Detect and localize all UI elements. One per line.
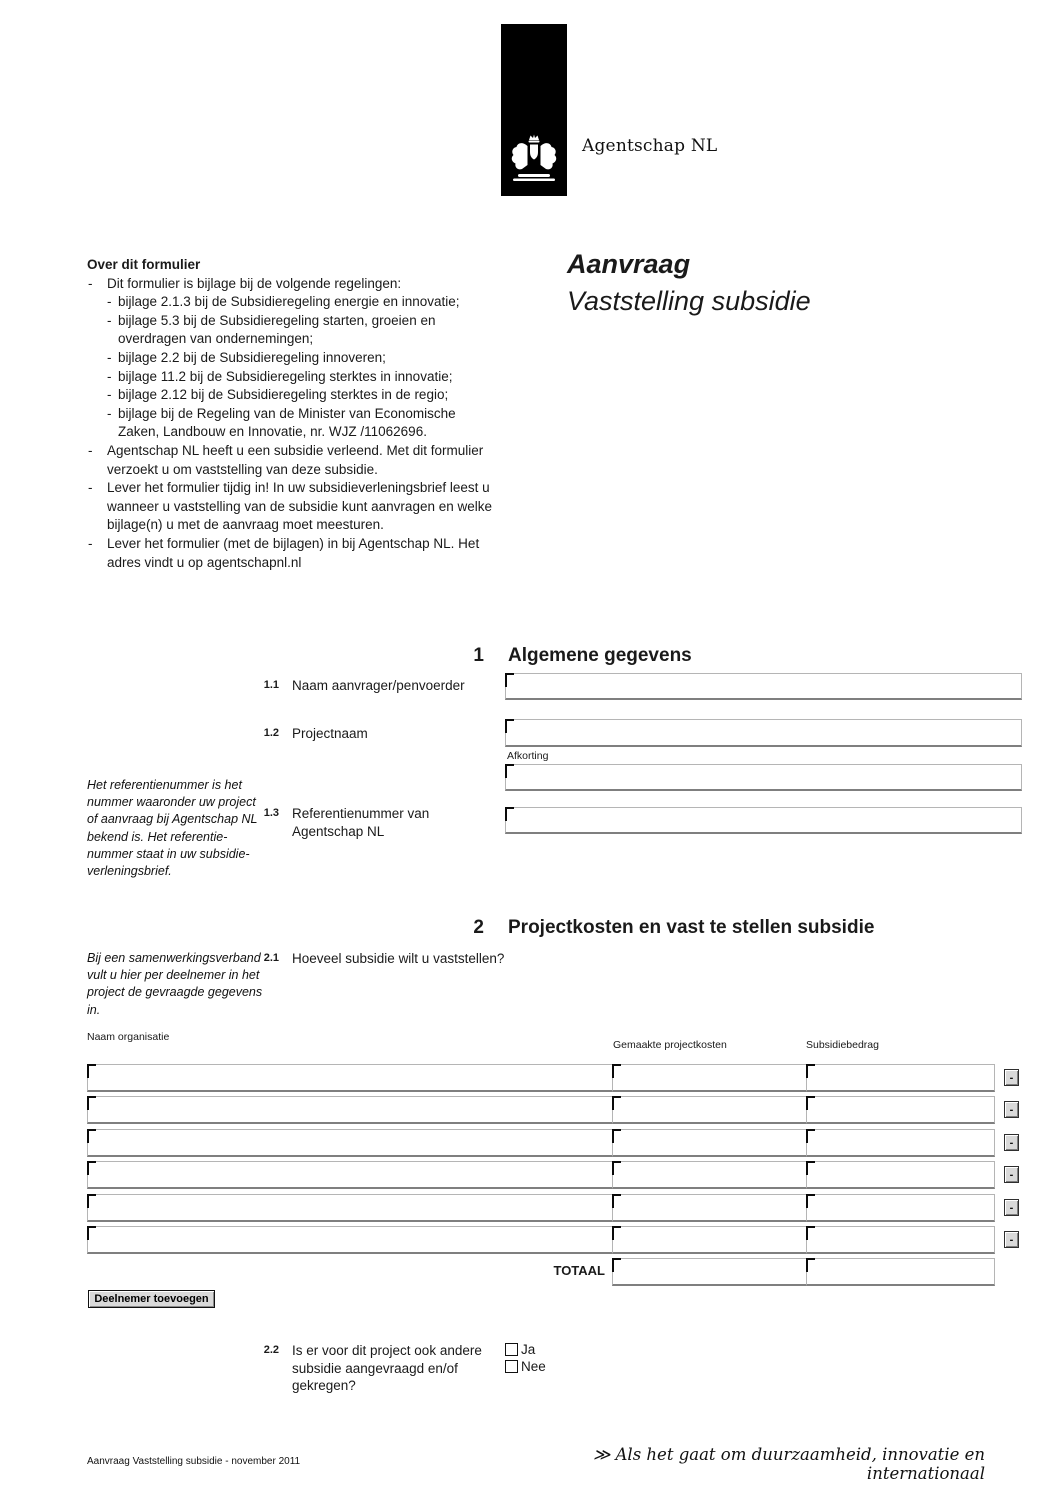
project-costs-input[interactable] xyxy=(613,1097,806,1122)
organisation-name-field[interactable] xyxy=(87,1096,613,1124)
remove-row-button[interactable]: - xyxy=(1004,1199,1019,1216)
regulation-item: - bijlage 2.12 bij de Subsidieregeling sterktes in de regio; xyxy=(87,386,497,405)
project-costs-input[interactable] xyxy=(613,1065,806,1090)
participant-row xyxy=(87,1161,1019,1189)
organisation-name-input[interactable] xyxy=(88,1130,612,1155)
project-name-input[interactable] xyxy=(506,720,1021,745)
project-costs-field[interactable] xyxy=(612,1226,807,1254)
question-2-1-number: 2.1 xyxy=(263,952,279,964)
about-item: - Lever het formulier (met de bijlagen) in bij Agentschap NL. Het adres vindt u op agentschapnl.nl xyxy=(87,535,497,572)
abbreviation-label: Afkorting xyxy=(507,750,549,762)
ja-checkbox[interactable] xyxy=(505,1343,518,1356)
subsidy-amount-input[interactable] xyxy=(807,1097,994,1122)
nee-checkbox[interactable] xyxy=(505,1360,518,1373)
total-costs-field[interactable] xyxy=(612,1258,807,1286)
reference-number-note: Het referentienummer is het nummer waaronder uw project of aanvraag bij Agentschap NL bekend is. Het referentie-nummer staat in uw subsidie-verleningsbrief. xyxy=(87,778,258,879)
ja-checkbox-label: Ja xyxy=(521,1342,536,1357)
question-2-2-number: 2.2 xyxy=(263,1344,279,1356)
remove-row-button[interactable]: - xyxy=(1004,1134,1019,1151)
about-item: - Lever het formulier tijdig in! In uw subsidieverleningsbrief leest u wanneer u vaststelling van de subsidie kunt aanvragen en welke bijlage(n) u met de aanvraag moet meesturen. xyxy=(87,479,497,535)
add-participant-button[interactable]: Deelnemer toevoegen xyxy=(88,1290,215,1308)
agentschap-nl-logo xyxy=(501,24,567,196)
organisation-name-input[interactable] xyxy=(88,1065,612,1090)
subsidy-amount-field[interactable] xyxy=(806,1129,995,1157)
participant-row xyxy=(87,1194,1019,1222)
coat-of-arms-icon xyxy=(507,134,561,186)
remove-row-button[interactable]: - xyxy=(1004,1069,1019,1086)
subsidy-amount-input[interactable] xyxy=(807,1227,994,1252)
remove-row-button[interactable]: - xyxy=(1004,1231,1019,1248)
subsidy-amount-input[interactable] xyxy=(807,1195,994,1220)
subsidy-amount-field[interactable] xyxy=(806,1096,995,1124)
subsidy-amount-field[interactable] xyxy=(806,1226,995,1254)
project-name-field[interactable] xyxy=(505,719,1022,747)
subsidy-amount-field[interactable] xyxy=(806,1194,995,1222)
question-1-2-number: 1.2 xyxy=(263,727,279,739)
section2-number: 2 xyxy=(473,917,484,938)
regulation-item: - bijlage bij de Regeling van de Minister van Economische Zaken, Landbouw en Innovatie, nr. WJZ /11062696. xyxy=(87,405,497,442)
column-header-organisation: Naam organisatie xyxy=(87,1031,170,1043)
organisation-name-input[interactable] xyxy=(88,1162,612,1187)
subsidy-amount-input[interactable] xyxy=(807,1130,994,1155)
regulation-item: - bijlage 2.1.3 bij de Subsidieregeling energie en innovatie; xyxy=(87,293,497,312)
column-header-subsidy: Subsidiebedrag xyxy=(806,1039,879,1051)
question-2-1-label: Hoeveel subsidie wilt u vaststellen? xyxy=(292,951,505,966)
document-title xyxy=(567,246,811,320)
project-costs-field[interactable] xyxy=(612,1129,807,1157)
remove-row-button[interactable]: - xyxy=(1004,1166,1019,1183)
project-costs-input[interactable] xyxy=(613,1227,806,1252)
organisation-name-field[interactable] xyxy=(87,1064,613,1092)
project-costs-input[interactable] xyxy=(613,1195,806,1220)
applicant-name-field[interactable] xyxy=(505,673,1022,700)
subsidy-amount-input[interactable] xyxy=(807,1162,994,1187)
about-item: - Dit formulier is bijlage bij de volgende regelingen: xyxy=(87,275,497,294)
total-subsidy-input[interactable] xyxy=(807,1259,994,1284)
applicant-name-input[interactable] xyxy=(506,674,1021,698)
section2-title: Projectkosten en vast te stellen subsidie xyxy=(508,917,875,938)
total-subsidy-field[interactable] xyxy=(806,1258,995,1286)
nee-checkbox-label: Nee xyxy=(521,1359,546,1374)
about-heading: Over dit formulier xyxy=(87,257,201,272)
subsidy-amount-field[interactable] xyxy=(806,1064,995,1092)
project-costs-input[interactable] xyxy=(613,1162,806,1187)
about-item: - Agentschap NL heeft u een subsidie verleend. Met dit formulier verzoekt u om vaststelling van deze subsidie. xyxy=(87,442,497,479)
question-1-2-label: Projectnaam xyxy=(292,726,368,741)
regulation-item: - bijlage 11.2 bij de Subsidieregeling sterktes in innovatie; xyxy=(87,368,497,387)
about-section xyxy=(87,256,497,572)
section1-title: Algemene gegevens xyxy=(508,645,692,666)
reference-number-field[interactable] xyxy=(505,807,1022,834)
project-costs-field[interactable] xyxy=(612,1194,807,1222)
question-1-3-number: 1.3 xyxy=(263,807,279,819)
question-2-2-label: Is er voor dit project ook andere subsidie aangevraagd en/of gekregen? xyxy=(292,1343,482,1393)
organisation-name-field[interactable] xyxy=(87,1194,613,1222)
organisation-name-field[interactable] xyxy=(87,1161,613,1189)
remove-row-button[interactable]: - xyxy=(1004,1101,1019,1118)
brand-text: Agentschap NL xyxy=(582,136,718,156)
question-1-3-label: Referentienummer van Agentschap NL xyxy=(292,806,430,839)
abbreviation-input[interactable] xyxy=(506,765,1021,789)
organisation-name-input[interactable] xyxy=(88,1227,612,1252)
project-costs-field[interactable] xyxy=(612,1161,807,1189)
document-title-line2: Vaststelling subsidie xyxy=(567,286,811,316)
participant-row xyxy=(87,1129,1019,1157)
organisation-name-input[interactable] xyxy=(88,1097,612,1122)
participant-row xyxy=(87,1064,1019,1092)
question-1-1-label: Naam aanvrager/penvoerder xyxy=(292,678,465,693)
organisation-name-field[interactable] xyxy=(87,1226,613,1254)
footer-tagline: ≫ Als het gaat om duurzaamheid, innovatie en internationaal xyxy=(593,1445,985,1483)
project-costs-field[interactable] xyxy=(612,1064,807,1092)
organisation-name-field[interactable] xyxy=(87,1129,613,1157)
footer-document-version: Aanvraag Vaststelling subsidie - november 2011 xyxy=(87,1456,301,1467)
total-costs-input[interactable] xyxy=(613,1259,806,1284)
subsidy-amount-input[interactable] xyxy=(807,1065,994,1090)
project-costs-field[interactable] xyxy=(612,1096,807,1124)
question-1-1-number: 1.1 xyxy=(263,679,279,691)
regulation-item: - bijlage 5.3 bij de Subsidieregeling starten, groeien en overdragen van ondernemingen; xyxy=(87,312,497,349)
section1-number: 1 xyxy=(473,645,484,666)
reference-number-input[interactable] xyxy=(506,808,1021,832)
document-title-line1: Aanvraag xyxy=(567,249,691,279)
organisation-name-input[interactable] xyxy=(88,1195,612,1220)
participant-row xyxy=(87,1096,1019,1124)
abbreviation-field[interactable] xyxy=(505,764,1022,791)
regulation-item: - bijlage 2.2 bij de Subsidieregeling innoveren; xyxy=(87,349,497,368)
total-label: TOTAAL xyxy=(553,1263,605,1278)
project-costs-input[interactable] xyxy=(613,1130,806,1155)
column-header-costs: Gemaakte projectkosten xyxy=(613,1039,727,1051)
subsidy-amount-field[interactable] xyxy=(806,1161,995,1189)
participant-row xyxy=(87,1226,1019,1254)
partnership-note: Bij een samenwerkingsverband vult u hier per deelnemer in het project de gevraagde gegevens in. xyxy=(87,951,263,1017)
